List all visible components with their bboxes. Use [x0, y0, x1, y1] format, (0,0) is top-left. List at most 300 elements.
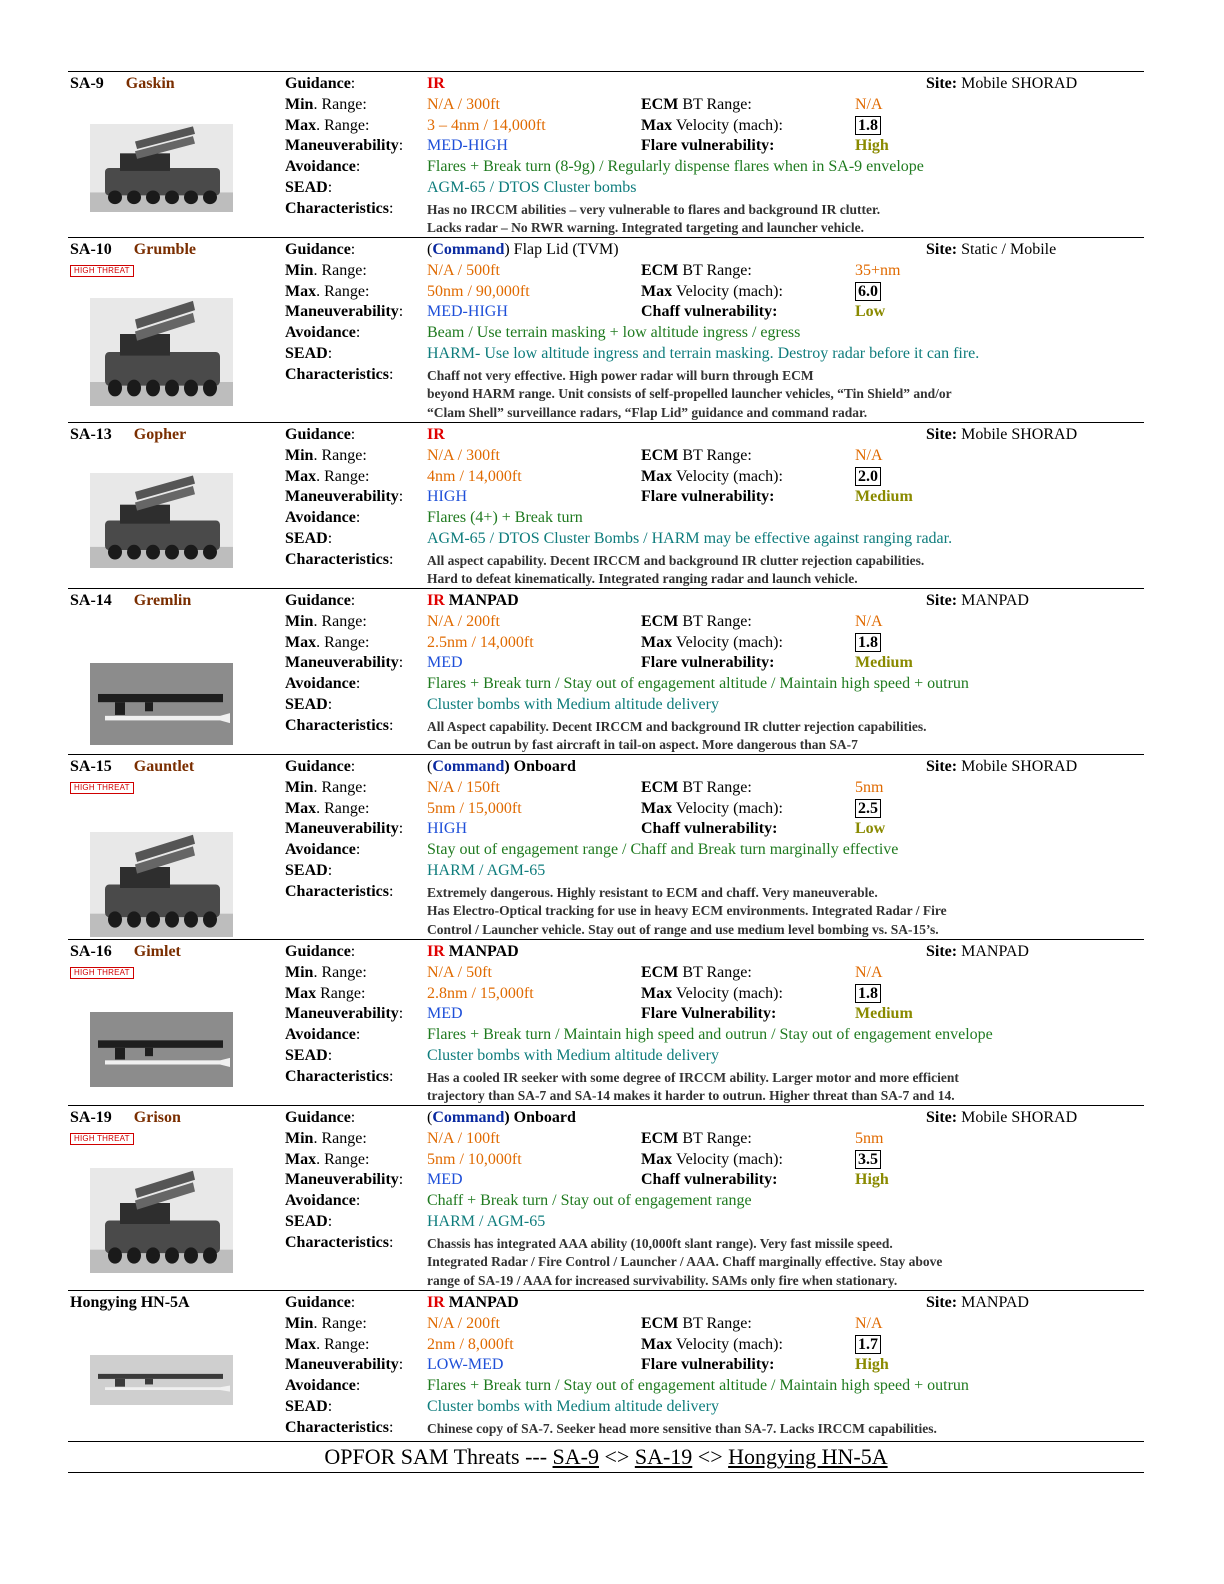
- ecm-value: 5nm: [855, 778, 884, 796]
- system-photo: [90, 1168, 233, 1273]
- ecm-label: ECM BT Range:: [641, 1314, 752, 1332]
- high-threat-badge: HIGH THREAT: [70, 1133, 134, 1145]
- system-photo: [90, 298, 233, 406]
- guidance-value: [427, 240, 619, 261]
- sead-value: Cluster bombs with Medium altitude delivery: [427, 695, 719, 713]
- spec-row: [285, 799, 1144, 820]
- characteristics-text: [427, 1235, 942, 1291]
- velocity-field: [855, 1335, 881, 1356]
- characteristics-line: Integrated Radar / Fire Control / Launcher / AAA. Chaff marginally effective. Stay above: [427, 1254, 943, 1270]
- site-label: Site:: [926, 1109, 958, 1126]
- velocity-field: [855, 282, 881, 303]
- sead-value: AGM-65 / DTOS Cluster bombs: [427, 178, 637, 196]
- site-value: Mobile SHORAD: [961, 426, 1078, 443]
- designation: SA-19: [70, 1109, 112, 1126]
- guidance-part: ) Onboard: [504, 758, 576, 775]
- designation: SA-10: [70, 241, 112, 258]
- site-field: [926, 1108, 1077, 1129]
- characteristics-line: trajectory than SA-7 and SA-14 makes it harder to outrun. Higher threat than SA-7 and 14.: [427, 1088, 955, 1104]
- threat-entry: [68, 588, 1144, 754]
- vulnerability-value: Low: [855, 303, 886, 321]
- threat-entry: [68, 1290, 1144, 1438]
- spec-row: [285, 1397, 1144, 1418]
- characteristics-line: Hard to defeat kinematically. Integrated ranging radar and launch vehicle.: [427, 571, 858, 587]
- guidance-part: (: [427, 758, 433, 775]
- footer-link-sa9[interactable]: SA-9: [552, 1444, 599, 1469]
- spec-label: Min. Range:: [285, 778, 367, 796]
- ecm-value: N/A: [855, 446, 883, 464]
- spec-row: [285, 74, 1144, 95]
- site-field: [926, 240, 1056, 261]
- max-range-value: 50nm / 90,000ft: [427, 282, 530, 300]
- ecm-label: ECM BT Range:: [641, 963, 752, 981]
- site-value: Mobile SHORAD: [961, 1109, 1078, 1126]
- spec-label: SEAD:: [285, 1397, 333, 1415]
- ecm-label: ECM BT Range:: [641, 778, 752, 796]
- site-label: Site:: [926, 75, 958, 92]
- spec-label: Max. Range:: [285, 1335, 370, 1353]
- min-range-value: N/A / 150ft: [427, 778, 500, 796]
- spec-row: [285, 1170, 1144, 1191]
- spec-label: Guidance:: [285, 75, 356, 92]
- velocity-field: [855, 984, 881, 1005]
- spec-label: Guidance:: [285, 426, 356, 443]
- spec-label: Avoidance:: [285, 841, 361, 859]
- maneuver-value: MED-HIGH: [427, 137, 508, 155]
- spec-label: Max. Range:: [285, 799, 370, 817]
- characteristics-text: [427, 201, 880, 238]
- system-name: [70, 757, 270, 777]
- max-range-value: 4nm / 14,000ft: [427, 467, 522, 485]
- vulnerability-value: High: [855, 1356, 889, 1374]
- vulnerability-label: Chaff vulnerability:: [641, 303, 778, 321]
- footer-nav: [68, 1441, 1144, 1473]
- spec-label: Avoidance:: [285, 675, 361, 693]
- spec-label: Min. Range:: [285, 612, 367, 630]
- spec-table: [285, 942, 1144, 1104]
- velocity-label: Max Velocity (mach):: [641, 116, 783, 134]
- vulnerability-label: Flare vulnerability:: [641, 1356, 775, 1374]
- guidance-part: MANPAD: [444, 592, 519, 609]
- spec-label: Maneuverability:: [285, 303, 404, 321]
- max-range-value: 2.8nm / 15,000ft: [427, 984, 534, 1002]
- avoidance-value: Flares + Break turn (8-9g) / Regularly dispense flares when in SA-9 envelope: [427, 158, 924, 176]
- characteristics-line: Can be outrun by fast aircraft in tail-on aspect. More dangerous than SA-7: [427, 737, 858, 753]
- spec-row: [285, 240, 1144, 261]
- characteristics-text: [427, 884, 947, 940]
- site-field: [926, 1293, 1029, 1314]
- velocity-value: 1.8: [855, 984, 881, 1003]
- guidance-part: IR: [427, 75, 445, 92]
- spec-row: [285, 1025, 1144, 1046]
- spec-label: Max Range:: [285, 984, 366, 1002]
- spec-label: Maneuverability:: [285, 1356, 404, 1374]
- maneuver-value: MED-HIGH: [427, 303, 508, 321]
- characteristics-line: Chinese copy of SA-7. Seeker head more sensitive than SA-7. Lacks IRCCM capabilities.: [427, 1420, 937, 1436]
- spec-row: [285, 963, 1144, 984]
- designation: Hongying HN-5A: [70, 1294, 190, 1311]
- characteristics-line: Has Electro-Optical tracking for use in heavy ECM environments. Integrated Radar / Fire: [427, 903, 947, 919]
- characteristics-text: [427, 552, 924, 589]
- spec-row: [285, 344, 1144, 365]
- characteristics-line: Extremely dangerous. Highly resistant to ECM and chaff. Very maneuverable.: [427, 884, 878, 900]
- vulnerability-value: Medium: [855, 654, 913, 672]
- nato-name: Grison: [133, 1109, 181, 1126]
- min-range-value: N/A / 300ft: [427, 446, 500, 464]
- guidance-part: MANPAD: [444, 943, 519, 960]
- spec-label: Guidance:: [285, 1294, 356, 1311]
- characteristics-line: All aspect capability. Decent IRCCM and background IR clutter rejection capabilities.: [427, 552, 925, 568]
- spec-label: Min. Range:: [285, 95, 367, 113]
- maneuver-value: MED: [427, 654, 463, 672]
- spec-row: [285, 95, 1144, 116]
- spec-label: Max. Range:: [285, 116, 370, 134]
- avoidance-value: Chaff + Break turn / Stay out of engagement range: [427, 1192, 752, 1210]
- system-header: [70, 942, 270, 1107]
- spec-row: [285, 984, 1144, 1005]
- site-field: [926, 591, 1029, 612]
- site-field: [926, 425, 1077, 446]
- threat-entry: [68, 754, 1144, 939]
- velocity-label: Max Velocity (mach):: [641, 467, 783, 485]
- system-name: [70, 240, 270, 260]
- spec-row: [285, 508, 1144, 529]
- avoidance-value: Flares + Break turn / Stay out of engagement altitude / Maintain high speed + outrun: [427, 675, 969, 693]
- system-name: [70, 425, 270, 445]
- spec-row: [285, 674, 1144, 695]
- spec-row: [285, 1108, 1144, 1129]
- guidance-part: Command: [432, 241, 505, 258]
- spec-row: [285, 446, 1144, 467]
- threat-document: [68, 71, 1144, 1438]
- min-range-value: N/A / 200ft: [427, 1314, 500, 1332]
- velocity-field: [855, 633, 881, 654]
- spec-label: Guidance:: [285, 592, 356, 609]
- sead-value: HARM- Use low altitude ingress and terrain masking. Destroy radar before it can fire.: [427, 344, 980, 362]
- spec-label: SEAD:: [285, 861, 333, 879]
- system-photo: [90, 1355, 233, 1405]
- spec-label: Maneuverability:: [285, 1005, 404, 1023]
- spec-row: [285, 1335, 1144, 1356]
- spec-label: Guidance:: [285, 943, 356, 960]
- avoidance-value: Beam / Use terrain masking + low altitude ingress / egress: [427, 324, 801, 342]
- system-name: [70, 1108, 270, 1128]
- system-header: [70, 425, 270, 590]
- spec-label: Min. Range:: [285, 446, 367, 464]
- maneuver-value: LOW-MED: [427, 1356, 504, 1374]
- spec-row: [285, 695, 1144, 716]
- velocity-value: 3.5: [855, 1150, 881, 1169]
- spec-label: Max. Range:: [285, 467, 370, 485]
- velocity-label: Max Velocity (mach):: [641, 1150, 783, 1168]
- nato-name: Grumble: [133, 241, 196, 258]
- spec-row: [285, 302, 1144, 323]
- spec-row: [285, 653, 1144, 674]
- spec-label: Avoidance:: [285, 1192, 361, 1210]
- spec-label: Min. Range:: [285, 261, 367, 279]
- characteristics-line: Chassis has integrated AAA ability (10,000ft slant range). Very fast missile speed.: [427, 1235, 893, 1251]
- spec-label: Characteristics:: [285, 716, 394, 734]
- min-range-value: N/A / 300ft: [427, 95, 500, 113]
- maneuver-value: HIGH: [427, 488, 467, 506]
- guidance-part: Command: [432, 758, 505, 775]
- nato-name: Gopher: [133, 426, 187, 443]
- velocity-value: 1.8: [855, 633, 881, 652]
- spec-label: Avoidance:: [285, 509, 361, 527]
- site-field: [926, 757, 1077, 778]
- velocity-value: 2.0: [855, 467, 881, 486]
- threat-entry: [68, 939, 1144, 1105]
- footer-title: OPFOR SAM Threats ---: [324, 1444, 553, 1469]
- min-range-value: N/A / 100ft: [427, 1129, 500, 1147]
- system-header: [70, 1108, 270, 1292]
- site-value: MANPAD: [961, 943, 1029, 960]
- spec-label: Maneuverability:: [285, 137, 404, 155]
- vulnerability-value: Medium: [855, 1005, 913, 1023]
- spec-row: [285, 819, 1144, 840]
- spec-label: Characteristics:: [285, 1418, 394, 1436]
- spec-label: Characteristics:: [285, 1233, 394, 1251]
- min-range-value: N/A / 50ft: [427, 963, 492, 981]
- characteristics-line: Has no IRCCM abilities – very vulnerable to flares and background IR clutter.: [427, 201, 881, 217]
- nato-name: Gimlet: [133, 943, 181, 960]
- velocity-label: Max Velocity (mach):: [641, 282, 783, 300]
- spec-label: Max. Range:: [285, 633, 370, 651]
- system-name: [70, 1293, 270, 1313]
- vulnerability-label: Chaff vulnerability:: [641, 1171, 778, 1189]
- velocity-label: Max Velocity (mach):: [641, 1335, 783, 1353]
- spec-label: Characteristics:: [285, 365, 394, 383]
- sead-value: HARM / AGM-65: [427, 1212, 546, 1230]
- high-threat-badge: HIGH THREAT: [70, 967, 134, 979]
- guidance-part: MANPAD: [444, 1294, 519, 1311]
- designation: SA-13: [70, 426, 112, 443]
- footer-separator: <>: [599, 1444, 635, 1469]
- velocity-field: [855, 799, 881, 820]
- system-name: [70, 942, 270, 962]
- site-label: Site:: [926, 592, 958, 609]
- maneuver-value: HIGH: [427, 820, 467, 838]
- spec-row: [285, 1004, 1144, 1025]
- spec-label: Maneuverability:: [285, 654, 404, 672]
- spec-table: [285, 757, 1144, 937]
- footer-link-sa19[interactable]: SA-19: [634, 1444, 693, 1469]
- spec-row: [285, 757, 1144, 778]
- site-field: [926, 942, 1029, 963]
- system-photo: [90, 124, 233, 212]
- designation: SA-16: [70, 943, 112, 960]
- nato-name: Gremlin: [133, 592, 192, 609]
- guidance-part: (: [427, 1109, 433, 1126]
- spec-label: Guidance:: [285, 241, 356, 258]
- spec-table: [285, 74, 1144, 236]
- ecm-label: ECM BT Range:: [641, 95, 752, 113]
- spec-row: [285, 467, 1144, 488]
- min-range-value: N/A / 500ft: [427, 261, 500, 279]
- spec-row: [285, 633, 1144, 654]
- spec-row: [285, 1376, 1144, 1397]
- threat-entry: [68, 1105, 1144, 1290]
- spec-row: [285, 323, 1144, 344]
- avoidance-value: Flares (4+) + Break turn: [427, 509, 583, 527]
- spec-row: [285, 550, 1144, 587]
- guidance-part: ) Onboard: [504, 1109, 576, 1126]
- guidance-value: [427, 942, 519, 963]
- velocity-value: 2.5: [855, 799, 881, 818]
- spec-label: Maneuverability:: [285, 1171, 404, 1189]
- spec-row: [285, 861, 1144, 882]
- site-label: Site:: [926, 241, 958, 258]
- spec-label: SEAD:: [285, 178, 333, 196]
- spec-label: Min. Range:: [285, 1314, 367, 1332]
- spec-row: [285, 1150, 1144, 1171]
- guidance-part: IR: [427, 1294, 445, 1311]
- spec-row: [285, 1067, 1144, 1104]
- max-range-value: 5nm / 15,000ft: [427, 799, 522, 817]
- spec-label: Min. Range:: [285, 1129, 367, 1147]
- velocity-field: [855, 1150, 881, 1171]
- sead-value: Cluster bombs with Medium altitude delivery: [427, 1046, 719, 1064]
- spec-label: Avoidance:: [285, 1377, 361, 1395]
- characteristics-line: range of SA-19 / AAA for increased survivability. SAMs only fire when stationary.: [427, 1272, 898, 1288]
- spec-label: Characteristics:: [285, 1067, 394, 1085]
- spec-label: Guidance:: [285, 1109, 356, 1126]
- spec-row: [285, 261, 1144, 282]
- characteristics-line: “Clam Shell” surveillance radars, “Flap Lid” guidance and command radar.: [427, 404, 868, 420]
- ecm-value: N/A: [855, 1314, 883, 1332]
- min-range-value: N/A / 200ft: [427, 612, 500, 630]
- ecm-value: N/A: [855, 95, 883, 113]
- spec-row: [285, 840, 1144, 861]
- guidance-value: [427, 591, 519, 612]
- ecm-label: ECM BT Range:: [641, 612, 752, 630]
- spec-label: Max. Range:: [285, 282, 370, 300]
- site-value: MANPAD: [961, 592, 1029, 609]
- characteristics-line: Has a cooled IR seeker with some degree of IRCCM ability. Larger motor and more efficient: [427, 1069, 959, 1085]
- max-range-value: 5nm / 10,000ft: [427, 1150, 522, 1168]
- spec-table: [285, 1108, 1144, 1288]
- spec-row: [285, 425, 1144, 446]
- guidance-part: IR: [427, 943, 445, 960]
- sead-value: AGM-65 / DTOS Cluster Bombs / HARM may be effective against ranging radar.: [427, 529, 953, 547]
- spec-row: [285, 282, 1144, 303]
- footer-separator: <>: [692, 1444, 729, 1469]
- spec-row: [285, 1233, 1144, 1288]
- system-header: [70, 757, 270, 941]
- spec-row: [285, 365, 1144, 420]
- spec-row: [285, 199, 1144, 236]
- characteristics-line: Chaff not very effective. High power radar will burn through ECM: [427, 367, 814, 383]
- spec-row: [285, 529, 1144, 550]
- guidance-value: [427, 74, 445, 95]
- spec-row: [285, 1191, 1144, 1212]
- spec-label: Avoidance:: [285, 324, 361, 342]
- spec-label: Characteristics:: [285, 199, 394, 217]
- spec-row: [285, 1418, 1144, 1439]
- maneuver-value: MED: [427, 1171, 463, 1189]
- system-name: [70, 74, 270, 94]
- footer-link-hn5a[interactable]: Hongying HN-5A: [728, 1444, 888, 1469]
- site-value: MANPAD: [961, 1294, 1029, 1311]
- vulnerability-value: Medium: [855, 488, 913, 506]
- spec-label: SEAD:: [285, 695, 333, 713]
- spec-table: [285, 1293, 1144, 1439]
- spec-table: [285, 240, 1144, 420]
- spec-row: [285, 882, 1144, 937]
- site-label: Site:: [926, 426, 958, 443]
- guidance-part: ) Flap Lid (TVM): [504, 241, 619, 258]
- threat-entry: [68, 237, 1144, 422]
- guidance-value: [427, 1293, 519, 1314]
- site-field: [926, 74, 1077, 95]
- system-photo: [90, 1012, 233, 1087]
- velocity-value: 6.0: [855, 282, 881, 301]
- guidance-value: [427, 1108, 576, 1129]
- spec-row: [285, 1355, 1144, 1376]
- guidance-part: Command: [432, 1109, 505, 1126]
- guidance-part: IR: [427, 592, 445, 609]
- designation: SA-14: [70, 592, 112, 609]
- system-photo: [90, 832, 233, 937]
- system-header: [70, 74, 270, 239]
- max-range-value: 3 – 4nm / 14,000ft: [427, 116, 546, 134]
- spec-row: [285, 178, 1144, 199]
- ecm-value: 35+nm: [855, 261, 901, 279]
- spec-label: Maneuverability:: [285, 488, 404, 506]
- threat-entry: [68, 422, 1144, 588]
- spec-row: [285, 1314, 1144, 1335]
- vulnerability-label: Flare vulnerability:: [641, 654, 775, 672]
- spec-label: Max. Range:: [285, 1150, 370, 1168]
- site-value: Mobile SHORAD: [961, 758, 1078, 775]
- spec-label: Characteristics:: [285, 882, 394, 900]
- spec-row: [285, 136, 1144, 157]
- characteristics-line: Control / Launcher vehicle. Stay out of range and use medium level bombing vs. SA-15’s.: [427, 921, 939, 937]
- spec-label: Min. Range:: [285, 963, 367, 981]
- ecm-label: ECM BT Range:: [641, 261, 752, 279]
- site-label: Site:: [926, 1294, 958, 1311]
- high-threat-badge: HIGH THREAT: [70, 265, 134, 277]
- spec-label: SEAD:: [285, 344, 333, 362]
- characteristics-line: beyond HARM range. Unit consists of self-propelled launcher vehicles, “Tin Shield” and/or: [427, 386, 952, 402]
- ecm-value: 5nm: [855, 1129, 884, 1147]
- characteristics-line: Lacks radar – No RWR warning. Integrated targeting and launcher vehicle.: [427, 220, 865, 236]
- characteristics-text: [427, 1069, 959, 1106]
- site-value: Mobile SHORAD: [961, 75, 1078, 92]
- spec-label: Maneuverability:: [285, 820, 404, 838]
- max-range-value: 2nm / 8,000ft: [427, 1335, 514, 1353]
- spec-row: [285, 591, 1144, 612]
- characteristics-text: [427, 367, 952, 423]
- site-label: Site:: [926, 758, 958, 775]
- sead-value: Cluster bombs with Medium altitude delivery: [427, 1397, 719, 1415]
- spec-row: [285, 778, 1144, 799]
- spec-row: [285, 157, 1144, 178]
- spec-row: [285, 1046, 1144, 1067]
- velocity-field: [855, 467, 881, 488]
- characteristics-text: [427, 1420, 937, 1439]
- spec-row: [285, 716, 1144, 753]
- spec-label: SEAD:: [285, 1212, 333, 1230]
- designation: SA-9: [70, 75, 104, 92]
- vulnerability-value: High: [855, 137, 889, 155]
- spec-table: [285, 591, 1144, 753]
- spec-row: [285, 1212, 1144, 1233]
- spec-label: SEAD:: [285, 1046, 333, 1064]
- ecm-value: N/A: [855, 963, 883, 981]
- site-value: Static / Mobile: [961, 241, 1057, 258]
- vulnerability-label: Flare vulnerability:: [641, 137, 775, 155]
